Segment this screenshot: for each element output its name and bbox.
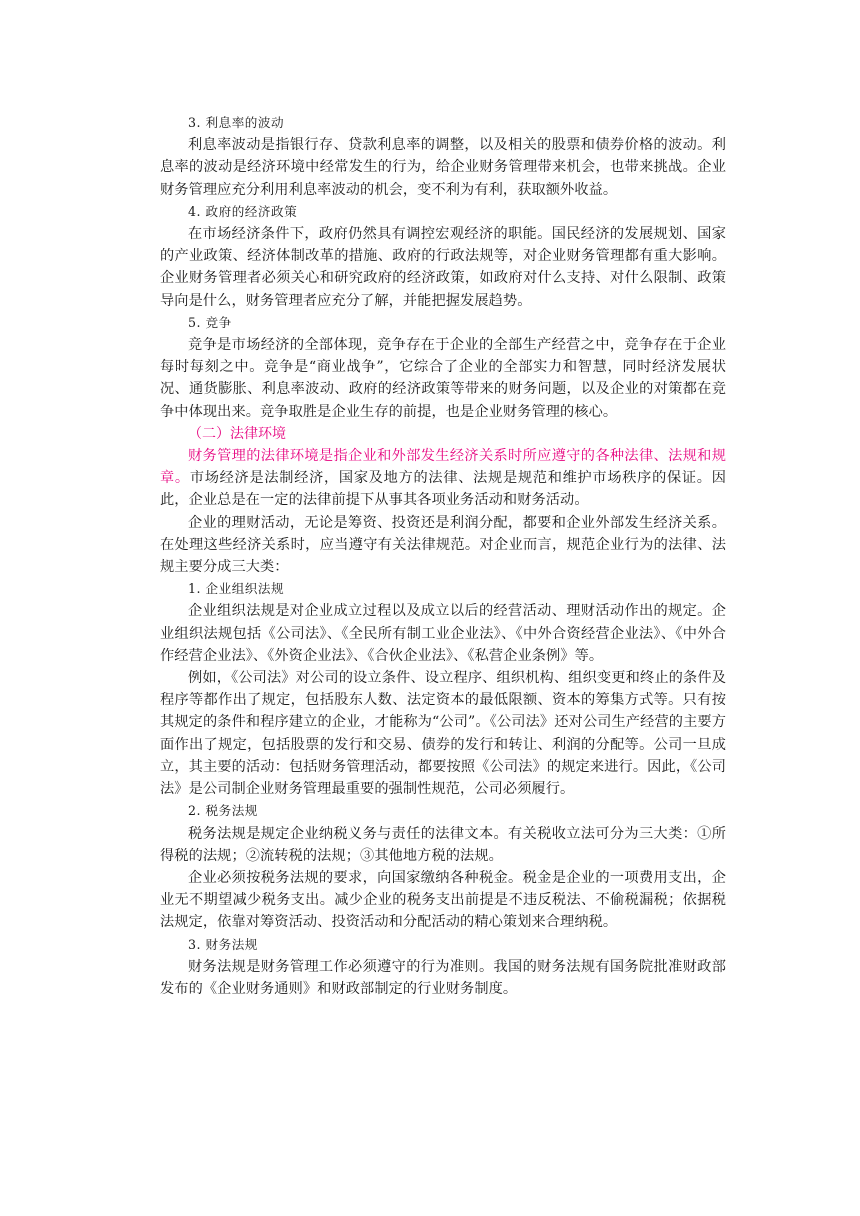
paragraph-government-policy: 在市场经济条件下，政府仍然具有调控宏观经济的职能。国民经济的发展规划、国家的产业政策、经济体制改革的措施、政府的行政法规等，对企业财务管理都有重大影响。企业财务管理者必须关心和研究政府的经济政策，如政府对什么支持、对什么限制、政策导向是什么，财务管理者应充分了解，并能把握发展趋势。 — [160, 226, 726, 309]
section-title-legal-environment: （二）法律环境 — [188, 425, 286, 442]
paragraph-tax-law: 税务法规是规定企业纳税义务与责任的法律文本。有关税收立法可分为三大类：①所得税的法规；②流转税的法规；③其他地方税的法规。 — [160, 825, 726, 864]
heading-financial-regulations: 3. 财务法规 — [188, 936, 258, 952]
heading-tax-law: 2. 税务法规 — [188, 803, 258, 819]
paragraph-legal-definition-rest: 市场经济是法制经济，国家及地方的法律、法规是规范和维护市场秩序的保证。因此，企业总是在一定的法律前提下从事其各项业务活动和财务活动。 — [160, 470, 726, 509]
heading-enterprise-organization-law: 1. 企业组织法规 — [188, 581, 285, 597]
heading-competition: 5. 竞争 — [188, 314, 232, 330]
paragraph-financial-activities: 企业的理财活动，无论是筹资、投资还是利润分配，都要和企业外部发生经济关系。在处理这些经济关系时，应当遵守有关法律规范。对企业而言，规范企业行为的法律、法规主要分成三大类： — [160, 514, 726, 576]
highlighted-definition: 财务管理的法律环境是指企业和外部发生经济关系时所应遵守的各种法律、法规和规章。 — [160, 448, 726, 487]
heading-government-policy: 4. 政府的经济政策 — [188, 203, 298, 219]
paragraph-company-law-example: 例如，《公司法》对公司的设立条件、设立程序、组织机构、组织变更和终止的条件及程序等都作出了规定，包括股东人数、法定资本的最低限额、资本的筹集方式等。只有按其规定的条件和程序建立的企业，才能称为“公司”。《公司法》还对公司生产经营的主要方面作出了规定，包括股票的发行和交易、债券的发行和转让、利润的分配等。公司一旦成立，其主要的活动：包括财务管理活动，都要按照《公司法》的规定来进行。因此，《公司法》是公司制企业财务管理最重要的强制性规范，公司必须履行。 — [160, 670, 726, 798]
paragraph-legal-definition — [160, 445, 726, 512]
paragraph-competition: 竞争是市场经济的全部体现，竞争存在于企业的全部生产经营之中，竞争存在于企业每时每刻之中。竞争是“商业战争”，它综合了企业的全部实力和智慧，同时经济发展状况、通货膨胀、利息率波动、政府的经济政策等带来的财务问题，以及企业的对策都在竞争中体现出来。竞争取胜是企业生存的前提，也是企业财务管理的核心。 — [160, 337, 726, 420]
paragraph-financial-regulations: 财务法规是财务管理工作必须遵守的行为准则。我国的财务法规有国务院批准财政部发布的《企业财务通则》和财政部制定的行业财务制度。 — [160, 958, 726, 997]
paragraph-interest-rate: 利息率波动是指银行存、贷款利息率的调整，以及相关的股票和债券价格的波动。利息率的波动是经济环境中经常发生的行为，给企业财务管理带来机会，也带来挑战。企业财务管理应充分利用利息率波动的机会，变不利为有利，获取额外收益。 — [160, 137, 726, 198]
paragraph-tax-payment: 企业必须按税务法规的要求，向国家缴纳各种税金。税金是企业的一项费用支出，企业无不期望减少税务支出。减少企业的税务支出前提是不违反税法、不偷税漏税；依据税法规定，依靠对筹资活动、投资活动和分配活动的精心策划来合理纳税。 — [160, 869, 726, 931]
heading-interest-rate: 3. 利息率的波动 — [188, 115, 285, 130]
document-body — [160, 112, 726, 1000]
paragraph-enterprise-organization-law: 企业组织法规是对企业成立过程以及成立以后的经营活动、理财活动作出的规定。企业组织法规包括《公司法》、《全民所有制工业企业法》、《中外合资经营企业法》、《中外合作经营企业法》、《外资企业法》、《合伙企业法》、《私营企业条例》等。 — [160, 603, 726, 664]
